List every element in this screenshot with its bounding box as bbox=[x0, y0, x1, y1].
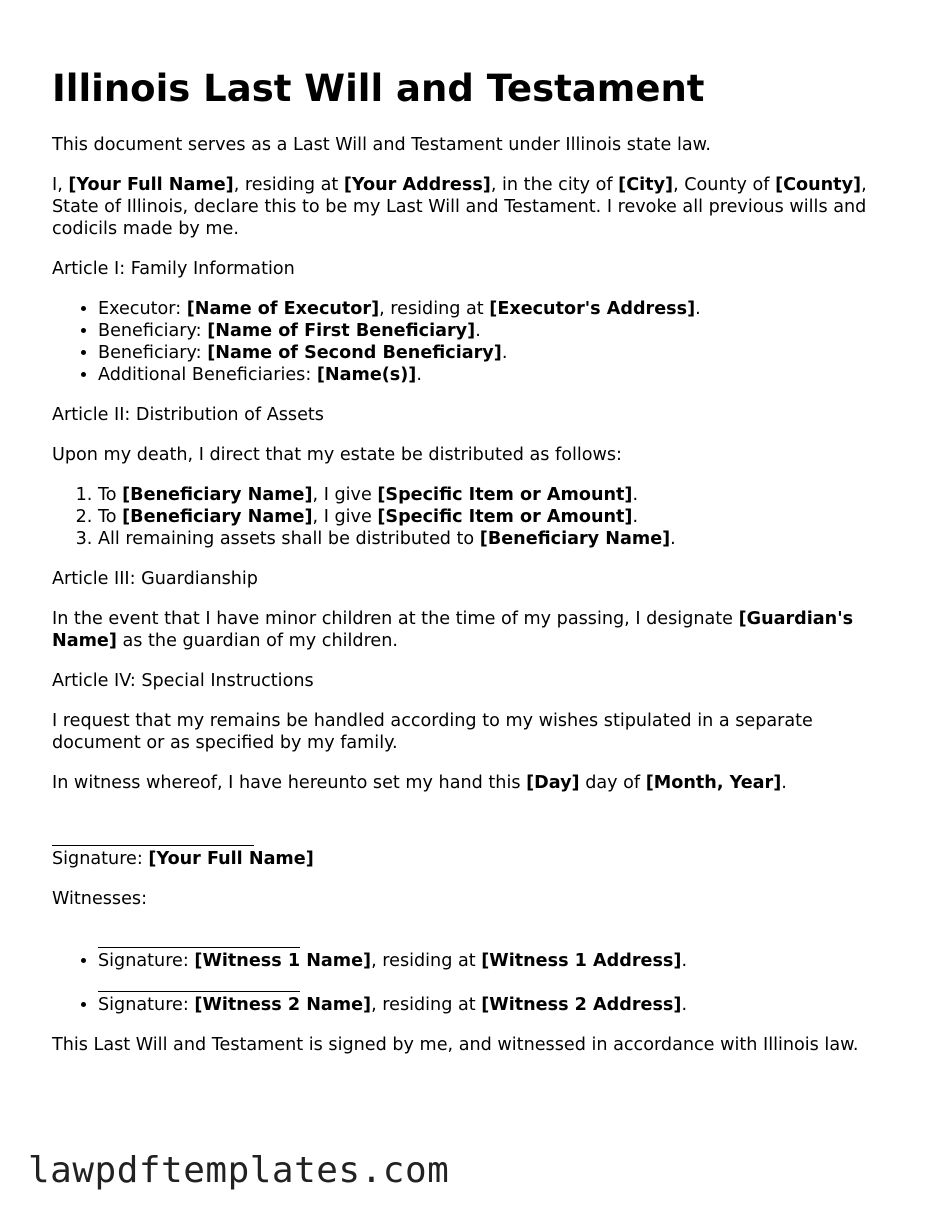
list-item-additional-beneficiaries: • Additional Beneficiaries: [Name(s)]. bbox=[98, 364, 897, 386]
placeholder-full-name: [Your Full Name] bbox=[68, 175, 234, 195]
placeholder-second-beneficiary: [Name of Second Beneficiary] bbox=[207, 343, 502, 363]
placeholder-witness-1-name: [Witness 1 Name] bbox=[194, 951, 372, 971]
placeholder-day: [Day] bbox=[526, 773, 580, 793]
distribution-item: 3. All remaining assets shall be distributed to [Beneficiary Name]. bbox=[98, 528, 897, 550]
distribution-lead: Upon my death, I direct that my estate be distributed as follows: bbox=[52, 445, 622, 465]
list-item-beneficiary-1: • Beneficiary: [Name of First Beneficiary]. bbox=[98, 320, 897, 342]
guardianship-paragraph: In the event that I have minor children at the time of my passing, I designate [Guardian's Name] as the guardian of my children. bbox=[52, 609, 854, 651]
placeholder-witness-2-name: [Witness 2 Name] bbox=[194, 995, 372, 1015]
signature-line[interactable] bbox=[98, 928, 300, 948]
witness-list bbox=[52, 928, 897, 1016]
closing-paragraph: This Last Will and Testament is signed by me, and witnessed in accordance with Illinois law. bbox=[52, 1035, 859, 1055]
article-1-heading: Article I: Family Information bbox=[52, 259, 295, 279]
distribution-item: 2. To [Beneficiary Name], I give [Specific Item or Amount]. bbox=[98, 506, 897, 528]
distribution-list bbox=[52, 484, 897, 550]
article-2-heading: Article II: Distribution of Assets bbox=[52, 405, 324, 425]
placeholder-witness-2-address: [Witness 2 Address] bbox=[481, 995, 682, 1015]
witness-item: • Signature: [Witness 1 Name], residing at [Witness 1 Address]. bbox=[98, 928, 897, 972]
list-item-executor: • Executor: [Name of Executor], residing at [Executor's Address]. bbox=[98, 298, 897, 320]
signature-line[interactable] bbox=[98, 972, 300, 992]
placeholder-first-beneficiary: [Name of First Beneficiary] bbox=[207, 321, 476, 341]
placeholder-executor-address: [Executor's Address] bbox=[489, 299, 696, 319]
testator-signature-label: Signature: [Your Full Name] bbox=[52, 849, 314, 869]
document-body bbox=[52, 134, 897, 1074]
witness-item: • Signature: [Witness 2 Name], residing at [Witness 2 Address]. bbox=[98, 972, 897, 1016]
witness-clause: In witness whereof, I have hereunto set my hand this [Day] day of [Month, Year]. bbox=[52, 773, 787, 793]
declaration-paragraph: I, [Your Full Name], residing at [Your Address], in the city of [City], County of [County], State of Illinois, declare this to be my Last Will and Testament. I revoke all previous wills and codicils made by me. bbox=[52, 175, 867, 239]
placeholder-executor-name: [Name of Executor] bbox=[186, 299, 380, 319]
family-info-list bbox=[52, 298, 897, 386]
placeholder-county: [County] bbox=[775, 175, 862, 195]
placeholder-names: [Name(s)] bbox=[316, 365, 417, 385]
witnesses-heading: Witnesses: bbox=[52, 889, 148, 909]
placeholder-witness-1-address: [Witness 1 Address] bbox=[481, 951, 682, 971]
list-item-beneficiary-2: • Beneficiary: [Name of Second Beneficiary]. bbox=[98, 342, 897, 364]
article-3-heading: Article III: Guardianship bbox=[52, 569, 258, 589]
placeholder-signer-name: [Your Full Name] bbox=[148, 849, 314, 869]
testator-signature-block bbox=[52, 826, 897, 870]
signature-line[interactable] bbox=[52, 826, 254, 846]
page-title: Illinois Last Will and Testament bbox=[52, 67, 705, 110]
placeholder-city: [City] bbox=[618, 175, 674, 195]
placeholder-guardian-name: [Guardian's Name] bbox=[52, 609, 854, 651]
article-4-heading: Article IV: Special Instructions bbox=[52, 671, 314, 691]
watermark-text: lawpdftemplates.com bbox=[28, 1150, 450, 1191]
placeholder-address: [Your Address] bbox=[343, 175, 491, 195]
special-instructions-paragraph: I request that my remains be handled according to my wishes stipulated in a separate document or as specified by my family. bbox=[52, 711, 813, 753]
intro-paragraph: This document serves as a Last Will and Testament under Illinois state law. bbox=[52, 135, 711, 155]
placeholder-month-year: [Month, Year] bbox=[645, 773, 782, 793]
distribution-item: 1. To [Beneficiary Name], I give [Specific Item or Amount]. bbox=[98, 484, 897, 506]
